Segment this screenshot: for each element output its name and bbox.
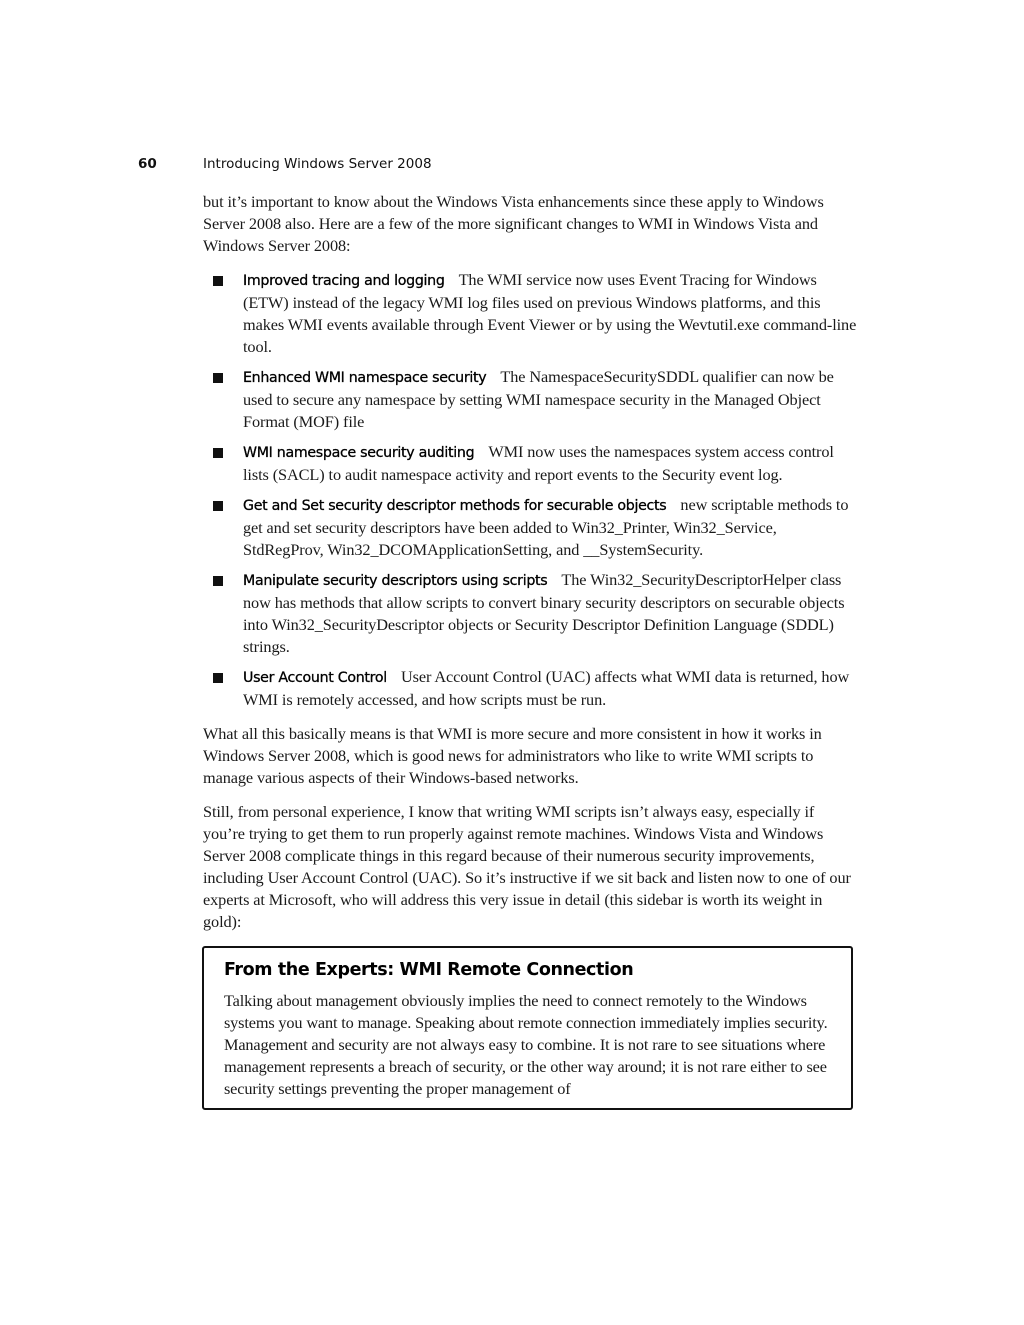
list-item [203,441,858,486]
bullet-square-icon [213,448,223,458]
list-item [203,569,858,658]
list-item-term: WMI namespace security auditing [243,445,475,461]
list-item-term: User Account Control [243,670,387,686]
list-item [203,269,858,358]
list-item [203,366,858,433]
bullet-square-icon [213,276,223,286]
page-body [203,191,858,945]
feature-list [203,269,858,711]
body-paragraph: Still, from personal experience, I know that writing WMI scripts isn’t always easy, especially if you’re trying to get them to run properly against remote machines. Windows Vista and Windows Server 2008 complicate things in this regard because of their numerous security improvements, including User Account Control (UAC). So it’s instructive if we sit back and listen now to one of our experts at Microsoft, who will address this very issue in detail (this sidebar is worth its weight in gold): [203,802,851,931]
bullet-square-icon [213,501,223,511]
list-item-text: The WMI service now uses Event Tracing for Windows (ETW) instead of the legacy WMI log files used on previous Windows platforms, and this makes WMI events available through Event Viewer or by using the Wevtutil.exe command-line tool. [243,270,857,356]
sidebar-body: Talking about management obviously implies the need to connect remotely to the Windows systems you want to manage. Speaking about remote connection immediately implies security. Management and security are not always easy to combine. It is not rare to see situations where management represents a breach of security, or the other way around; it is not rare either to see security settings preventing the proper management of [224,991,828,1098]
book-title: Introducing Windows Server 2008 [203,156,432,172]
list-item-term: Improved tracing and logging [243,273,445,289]
list-item-term: Enhanced WMI namespace security [243,370,487,386]
sidebar-title: From the Experts: WMI Remote Connection [224,960,634,980]
list-item-text: User Account Control (UAC) affects what WMI data is returned, how WMI is remotely accessed, and how scripts must be run. [243,667,850,709]
bullet-square-icon [213,576,223,586]
list-item-text: new scriptable methods to get and set security descriptors have been added to Win32_Printer, Win32_Service, StdRegProv, Win32_DCOMApplicationSetting, and __SystemSecurity. [243,495,849,559]
list-item-text: WMI now uses the namespaces system access control lists (SACL) to audit namespace activity and report events to the Security event log. [243,442,834,484]
intro-paragraph: but it’s important to know about the Windows Vista enhancements since these apply to Windows Server 2008 also. Here are a few of the more significant changes to WMI in Windows Vista and Windows Server 2008: [203,192,824,255]
bullet-square-icon [213,373,223,383]
list-item-text: The Win32_SecurityDescriptorHelper class now has methods that allow scripts to convert binary security descriptors on securable objects into Win32_SecurityDescriptor objects or Security Descriptor Definition Language (SDDL) strings. [243,570,845,656]
list-item [203,666,858,711]
list-item [203,494,858,561]
experts-sidebar [202,946,853,1110]
page-number: 60 [138,156,157,172]
body-paragraph: What all this basically means is that WMI is more secure and more consistent in how it works in Windows Server 2008, which is good news for administrators who like to write WMI scripts to manage various aspects of their Windows-based networks. [203,724,822,787]
list-item-term: Get and Set security descriptor methods for securable objects [243,498,667,514]
list-item-text: The NamespaceSecuritySDDL qualifier can now be used to secure any namespace by setting WMI namespace security in the Managed Object Format (MOF) file [243,367,834,431]
list-item-term: Manipulate security descriptors using scripts [243,573,548,589]
bullet-square-icon [213,673,223,683]
